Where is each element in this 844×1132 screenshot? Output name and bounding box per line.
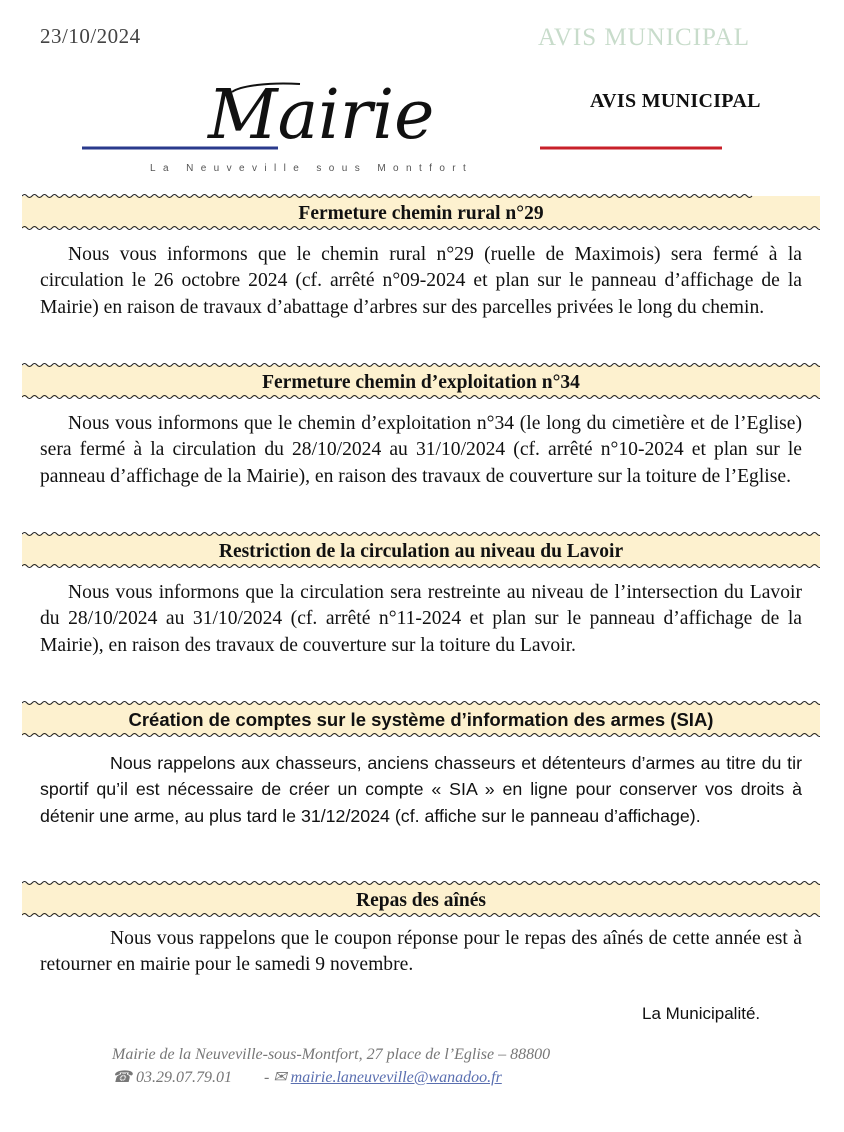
- section-header-box: [22, 196, 820, 228]
- section-header-box: [22, 534, 820, 566]
- section-header-box: [22, 883, 820, 915]
- section-title: Restriction de la circulation au niveau du Lavoir: [218, 541, 624, 562]
- section-body: Nous rappelons aux chasseurs, anciens chasseurs et détenteurs d’armes au titre du tir sportif qu’il est nécessaire de créer un compte « SIA » en ligne pour conserver vos droits à détenir une arme, au plus tard le 31/12/2024 (cf. affiche sur le panneau d’affichage).: [40, 753, 802, 826]
- date: 23/10/2024: [40, 24, 141, 48]
- section-header-box: [22, 365, 820, 397]
- section-body: Nous vous rappelons que le coupon réponse pour le repas des aînés de cette année est à retourner en mairie pour le samedi 9 novembre.: [40, 928, 802, 976]
- logo-subtitle: La Neuveville sous Montfort: [150, 163, 474, 174]
- footer-email-link[interactable]: mairie.laneuveville@wanadoo.fr: [290, 1069, 502, 1086]
- footer-phone: 03.29.07.79.01: [135, 1069, 232, 1086]
- section-title: Fermeture chemin d’exploitation n°34: [262, 372, 580, 393]
- envelope-icon: ✉: [273, 1069, 287, 1086]
- section-body: Nous vous informons que le chemin d’exploitation n°34 (le long du cimetière et de l’Eglise) sera fermé à la circulation du 28/10/2024 au 31/10/2024 (cf. arrêté n°10-2024 et plan sur le panneau d’affichage de la Mairie), en raison des travaux de couverture sur la toiture de l’Eglise.: [40, 413, 802, 487]
- footer-contact: ☎ 03.29.07.79.01 - ✉ mairie.laneuveville@wanadoo.fr: [112, 1069, 502, 1086]
- section-header-box: [22, 703, 820, 735]
- signature: La Municipalité.: [642, 1004, 761, 1023]
- section-title: Repas des aînés: [355, 890, 487, 911]
- section-title: Fermeture chemin rural n°29: [298, 203, 544, 224]
- telephone-icon: ☎: [112, 1069, 132, 1086]
- section-title: Création de comptes sur le système d’information des armes (SIA): [128, 709, 714, 730]
- notice-title: AVIS MUNICIPAL: [590, 90, 761, 112]
- watermark-title: AVIS MUNICIPAL: [538, 24, 750, 51]
- footer-address: Mairie de la Neuveville-sous-Montfort, 27 place de l’Eglise – 88800: [112, 1046, 551, 1063]
- logo-script: Mairie: [208, 76, 435, 155]
- section-body: Nous vous informons que la circulation sera restreinte au niveau de l’intersection du Lavoir du 28/10/2024 au 31/10/2024 (cf. arrêté n°11-2024 et plan sur le panneau d’affichage de la Mairie), en raison des travaux de couverture sur la toiture du Lavoir.: [40, 582, 802, 656]
- mairie-logo: [0, 60, 760, 170]
- section-body: Nous vous informons que le chemin rural n°29 (ruelle de Maximois) sera fermé à la circulation le 26 octobre 2024 (cf. arrêté n°09-2024 et plan sur le panneau d’affichage de la Mairie) en raison de travaux d’abattage d’arbres sur des parcelles privées le long du chemin.: [40, 244, 802, 318]
